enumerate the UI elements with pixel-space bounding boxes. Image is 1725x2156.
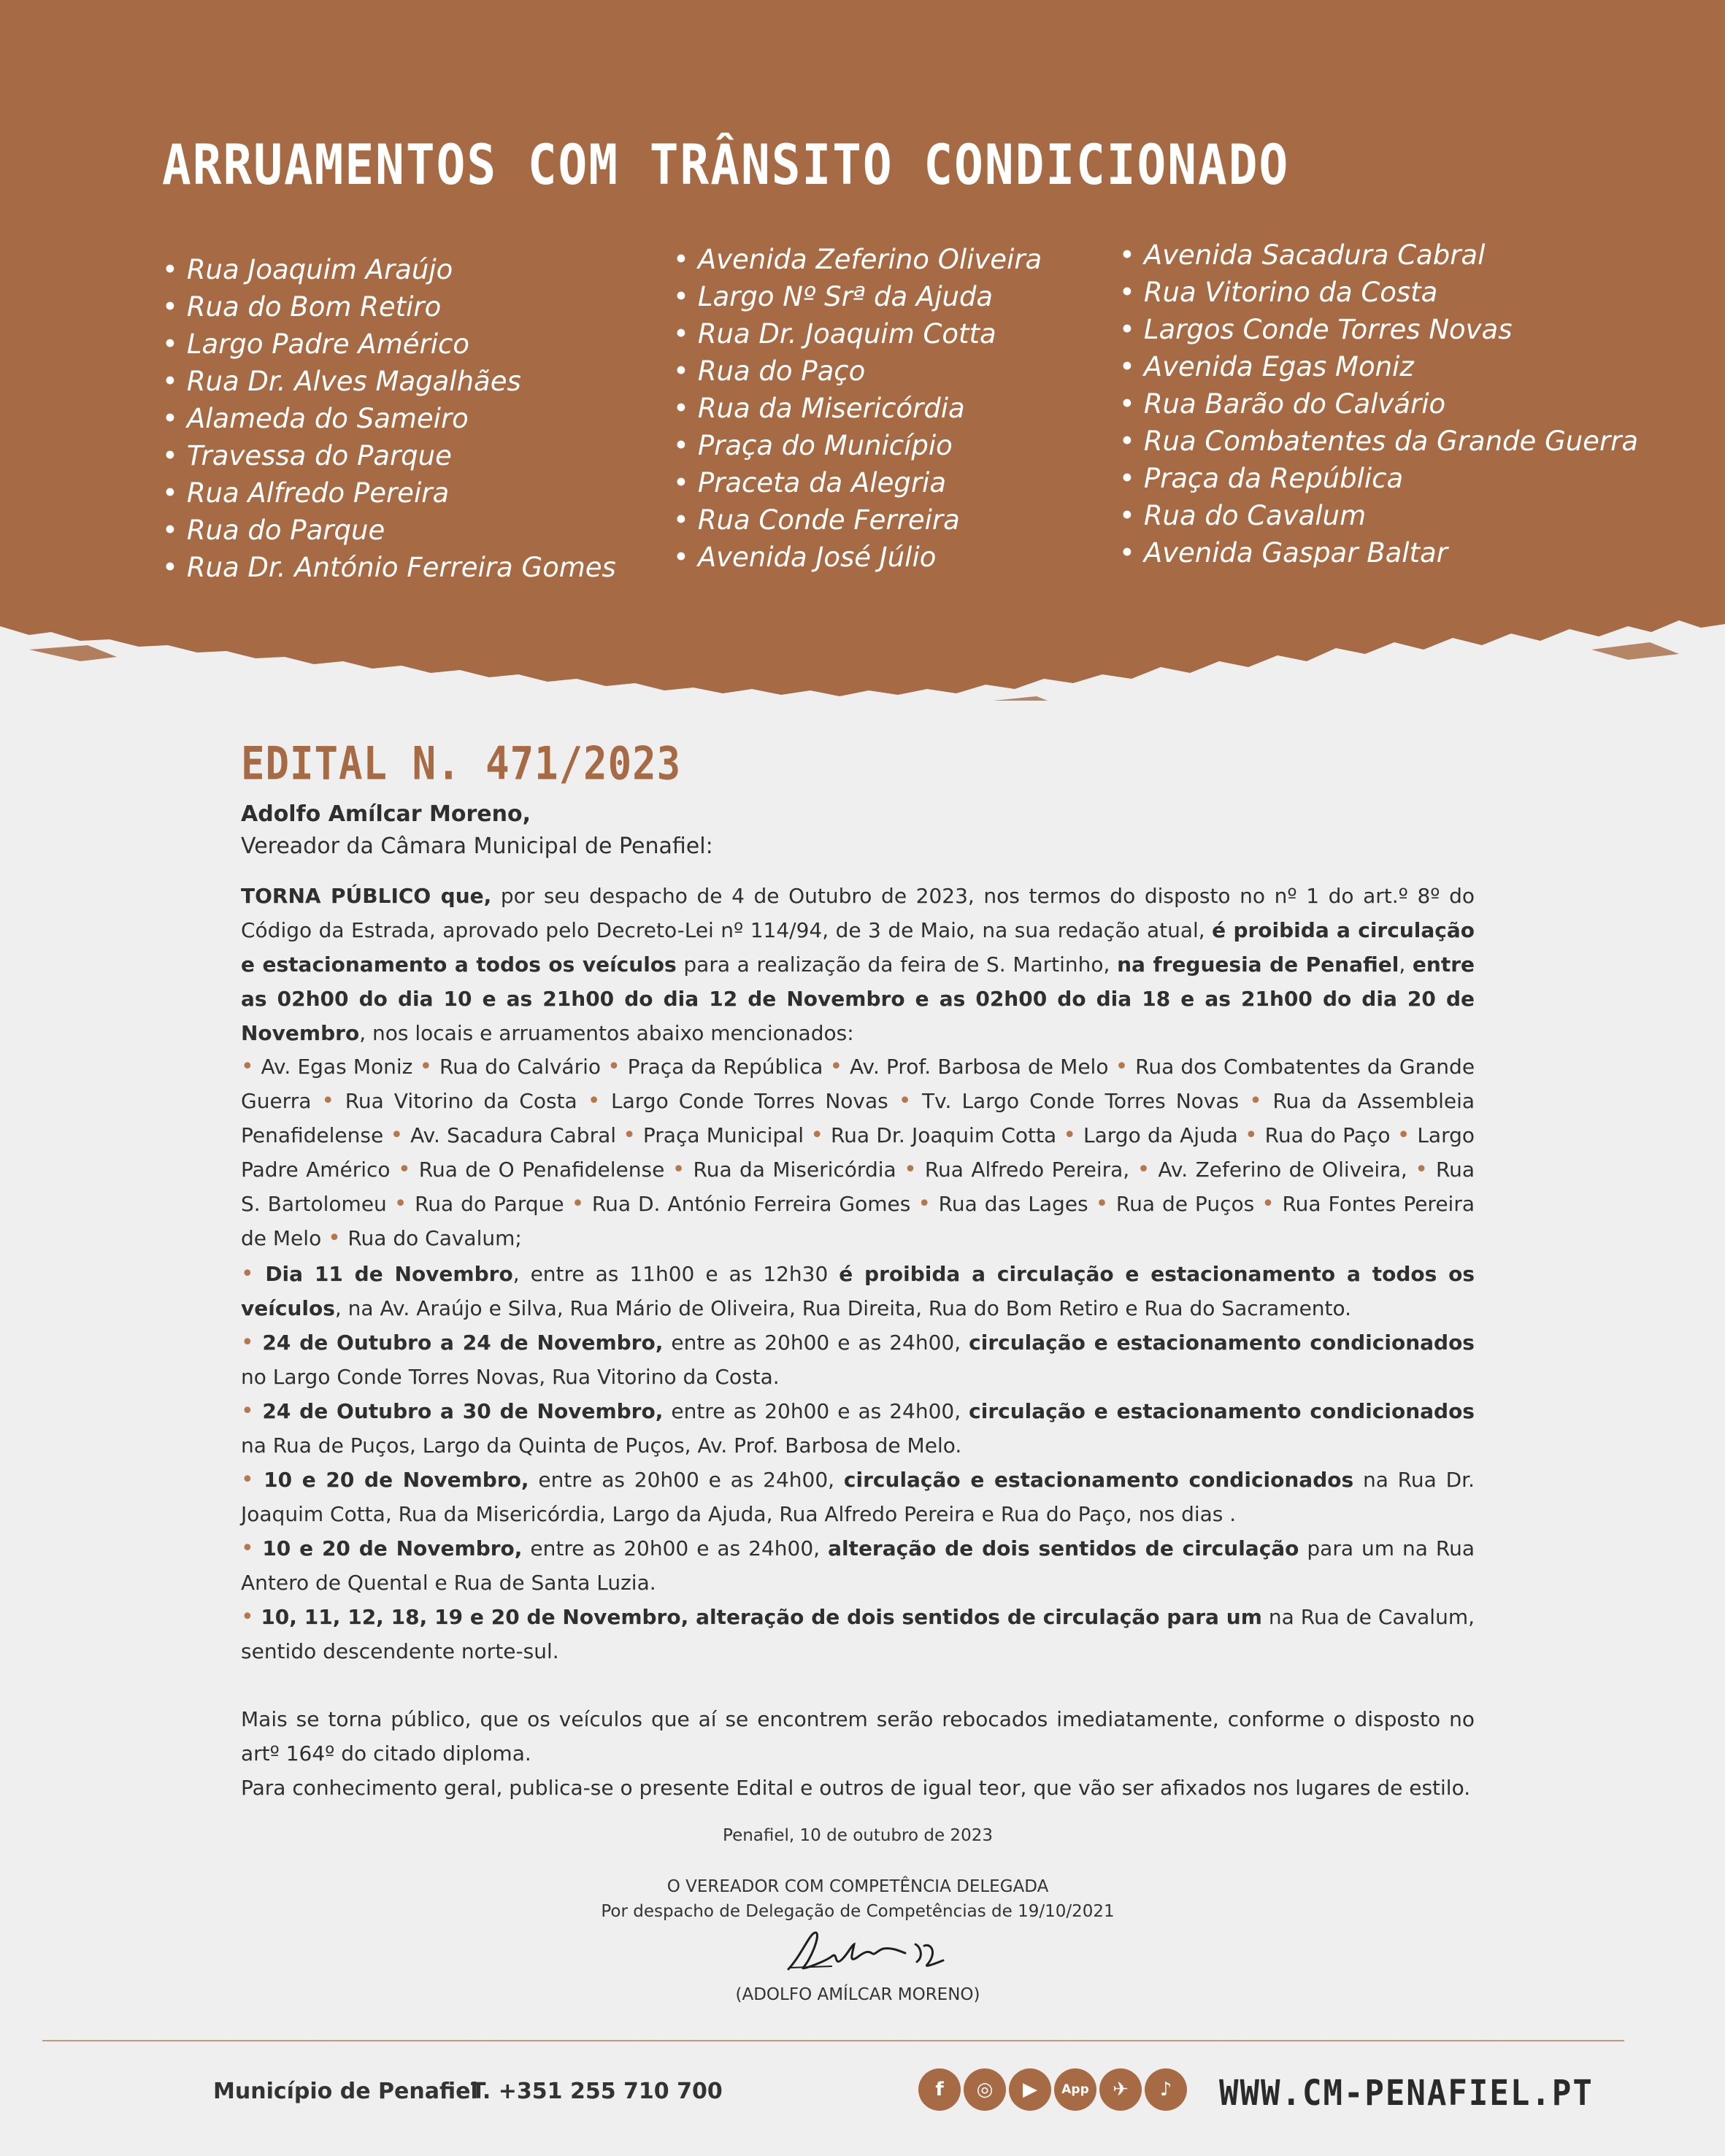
bullet-icon: • bbox=[607, 1054, 628, 1079]
bold-text: entre as 02h00 do dia 10 e as 21h00 do dia 12 de Novembro e as 02h00 do dia 18 e as 21h00 do dia 20 de Novembro bbox=[241, 952, 1475, 1045]
street-name: Rua Dr. Alves Magalhães bbox=[186, 366, 521, 397]
street-name: Avenida Zeferino Oliveira bbox=[697, 244, 1042, 275]
street-name: Rua do Cavalum bbox=[1143, 500, 1367, 531]
street-item bbox=[162, 549, 616, 586]
location-item: Av. Prof. Barbosa de Melo bbox=[850, 1055, 1109, 1079]
bullet-icon: • bbox=[390, 1123, 411, 1148]
bullet-icon: • bbox=[419, 1054, 440, 1079]
bullet-icon: • bbox=[1119, 314, 1135, 345]
location-list bbox=[241, 1050, 1475, 1255]
body-text: , entre as 11h00 e as 12h30 bbox=[512, 1262, 840, 1286]
bullet-icon: • bbox=[829, 1054, 850, 1079]
bullet-icon: • bbox=[398, 1157, 419, 1182]
location-item: Rua Fontes Pereira de Melo bbox=[241, 1192, 1475, 1250]
location-item: Rua do Parque bbox=[415, 1192, 564, 1216]
street-item bbox=[1119, 274, 1638, 311]
street-item bbox=[673, 427, 1042, 464]
street-name: Rua Joaquim Araújo bbox=[186, 254, 453, 285]
schedule-item bbox=[241, 1531, 1475, 1600]
street-item bbox=[162, 474, 616, 512]
bold-text: 10 e 20 de Novembro, bbox=[264, 1468, 529, 1492]
footer-divider bbox=[42, 2040, 1624, 2041]
header-title: ARRUAMENTOS COM TRÂNSITO CONDICIONADO bbox=[162, 133, 1290, 198]
bullet-icon: • bbox=[673, 244, 689, 275]
street-name: Rua Dr. António Ferreira Gomes bbox=[186, 552, 616, 583]
handwritten-signature bbox=[781, 1924, 956, 1982]
bullet-icon: • bbox=[162, 328, 178, 360]
bullet-icon: • bbox=[673, 281, 689, 312]
location-item: Rua do Calvário bbox=[439, 1055, 601, 1079]
closing-paragraph-2: Para conhecimento geral, publica-se o presente Edital e outros de igual teor, que vão ser afixados nos lugares de estilo. bbox=[241, 1776, 1471, 1800]
location-item: Rua D. António Ferreira Gomes bbox=[591, 1192, 911, 1216]
bullet-icon: • bbox=[1261, 1191, 1283, 1217]
bullet-icon: • bbox=[162, 254, 178, 285]
street-item bbox=[1119, 236, 1638, 274]
bullet-icon: • bbox=[1396, 1123, 1418, 1148]
street-item bbox=[673, 390, 1042, 427]
street-name: Rua Vitorino da Costa bbox=[1143, 277, 1438, 308]
bullet-icon: • bbox=[162, 291, 178, 323]
bullet-icon: • bbox=[241, 1261, 266, 1287]
schedule-item bbox=[241, 1600, 1475, 1668]
bullet-icon: • bbox=[321, 1088, 345, 1114]
bold-text: Dia 11 de Novembro bbox=[265, 1262, 513, 1286]
instagram-icon[interactable]: ◎ bbox=[964, 2068, 1006, 2111]
bold-text: 10, 11, 12, 18, 19 e 20 de Novembro, alteração de dois sentidos de circulação para um bbox=[261, 1605, 1262, 1629]
street-item bbox=[1119, 385, 1638, 423]
location-item: Av. Zeferino de Oliveira, bbox=[1158, 1158, 1407, 1182]
bold-text: alteração de dois sentidos de circulação bbox=[828, 1536, 1299, 1560]
bullet-icon: • bbox=[918, 1191, 939, 1217]
location-item: Av. Egas Moniz bbox=[261, 1055, 413, 1079]
signer-role: Vereador da Câmara Municipal de Penafiel: bbox=[241, 833, 713, 859]
delegation-note: Por despacho de Delegação de Competências de 19/10/2021 bbox=[601, 1902, 1115, 1921]
location-item: Largo Padre Américo bbox=[241, 1123, 1475, 1182]
edital-title: EDITAL N. 471/2023 bbox=[241, 737, 682, 790]
street-item bbox=[162, 437, 616, 474]
bullet-icon: • bbox=[241, 1398, 263, 1424]
street-name: Rua da Misericórdia bbox=[697, 393, 965, 424]
youtube-icon[interactable]: ▶ bbox=[1009, 2068, 1051, 2111]
body-text: para um na Rua Antero de Quental e Rua de Santa Luzia. bbox=[241, 1536, 1475, 1595]
street-name: Rua do Bom Retiro bbox=[186, 291, 442, 323]
bullet-icon: • bbox=[328, 1225, 348, 1251]
body-text: , bbox=[1399, 952, 1413, 977]
location-item: Rua Alfredo Pereira, bbox=[924, 1158, 1130, 1182]
body-text: na Rua de Puços, Largo da Quinta de Puços, Av. Prof. Barbosa de Melo. bbox=[241, 1433, 962, 1458]
schedule-item bbox=[241, 1394, 1475, 1463]
street-name: Rua Barão do Calvário bbox=[1143, 388, 1446, 420]
street-list-col3 bbox=[1119, 236, 1638, 571]
vereador-title: O VEREADOR COM COMPETÊNCIA DELEGADA bbox=[666, 1877, 1049, 1896]
street-name: Avenida Sacadura Cabral bbox=[1143, 239, 1486, 271]
location-item: Largo da Ajuda bbox=[1083, 1123, 1238, 1147]
schedule-item bbox=[241, 1463, 1475, 1531]
footer-phone: T. +351 255 710 700 bbox=[471, 2079, 723, 2104]
app-icon[interactable]: App bbox=[1054, 2068, 1096, 2111]
street-item bbox=[162, 288, 616, 326]
footer-municipality: Município de Penafiel bbox=[213, 2079, 478, 2104]
bullet-icon: • bbox=[162, 515, 178, 546]
bullet-icon: • bbox=[241, 1330, 263, 1355]
street-item bbox=[1119, 423, 1638, 460]
bullet-icon: • bbox=[162, 403, 178, 434]
body-text: na Rua Dr. Joaquim Cotta, Rua da Misericórdia, Largo da Ajuda, Rua Alfredo Pereira e Rua do Paço, nos dias . bbox=[241, 1468, 1475, 1526]
bold-text: 10 e 20 de Novembro, bbox=[262, 1536, 523, 1560]
schedule-item bbox=[241, 1325, 1475, 1394]
street-item bbox=[1119, 348, 1638, 385]
location-item: Tv. Largo Conde Torres Novas bbox=[922, 1089, 1240, 1113]
location-item: Praça da República bbox=[627, 1055, 823, 1079]
website-link[interactable]: WWW.CM-PENAFIEL.PT bbox=[1219, 2073, 1594, 2114]
bold-text: circulação e estacionamento condicionados bbox=[969, 1399, 1475, 1423]
bold-text: circulação e estacionamento condicionados bbox=[843, 1468, 1354, 1492]
location-item: Av. Sacadura Cabral bbox=[410, 1123, 617, 1147]
street-item bbox=[162, 251, 616, 288]
street-name: Largo Padre Américo bbox=[186, 328, 470, 360]
bullet-icon: • bbox=[673, 504, 689, 536]
social-icons bbox=[918, 2068, 1187, 2111]
facebook-icon[interactable]: f bbox=[918, 2068, 961, 2111]
location-item: Rua dos Combatentes da Grande Guerra bbox=[241, 1055, 1475, 1113]
bold-text: na freguesia de Penafiel bbox=[1117, 952, 1399, 977]
body-text: por seu despacho de 4 de Outubro de 2023, nos termos do disposto no nº 1 do art.º 8º do Código da Estrada, aprovado pelo Decreto-Lei nº 114/94, de 3 de Maio, na sua redação atual, bbox=[241, 884, 1475, 942]
location-item: Praça Municipal bbox=[642, 1123, 804, 1147]
bullet-icon: • bbox=[1119, 500, 1135, 531]
street-name: Praça da República bbox=[1143, 463, 1404, 494]
bullet-icon: • bbox=[1095, 1191, 1116, 1217]
closing-paragraph-1: Mais se torna público, que os veículos que aí se encontrem serão rebocados imediatamente, conforme o disposto no artº 164º do citado diploma. bbox=[241, 1707, 1475, 1766]
bullet-icon: • bbox=[1119, 277, 1135, 308]
street-name: Travessa do Parque bbox=[186, 440, 452, 471]
location-item: Rua S. Bartolomeu bbox=[241, 1158, 1475, 1216]
street-name: Avenida Egas Moniz bbox=[1143, 351, 1414, 382]
street-name: Rua Conde Ferreira bbox=[697, 504, 960, 536]
bold-text: 24 de Outubro a 30 de Novembro, bbox=[262, 1399, 664, 1423]
location-item: Largo Conde Torres Novas bbox=[611, 1089, 888, 1113]
location-item: Rua do Paço bbox=[1264, 1123, 1391, 1147]
place-date: Penafiel, 10 de outubro de 2023 bbox=[723, 1826, 993, 1845]
bullet-icon: • bbox=[1249, 1088, 1273, 1114]
bullet-icon: • bbox=[673, 430, 689, 461]
street-item bbox=[1119, 311, 1638, 348]
street-item bbox=[673, 241, 1042, 278]
street-name: Praceta da Alegria bbox=[697, 467, 947, 498]
location-item: Rua das Lages bbox=[938, 1192, 1088, 1216]
street-item bbox=[162, 326, 616, 363]
bullet-icon: • bbox=[673, 393, 689, 424]
street-name: Largo Nº Srª da Ajuda bbox=[697, 281, 994, 312]
bullet-icon: • bbox=[673, 355, 689, 387]
closing-text bbox=[241, 1702, 1475, 1805]
location-item: Rua do Cavalum; bbox=[347, 1226, 522, 1250]
bullet-icon: • bbox=[587, 1088, 612, 1114]
street-item bbox=[1119, 460, 1638, 497]
bullet-icon: • bbox=[1137, 1157, 1159, 1182]
bullet-icon: • bbox=[898, 1088, 923, 1114]
street-item bbox=[673, 278, 1042, 315]
street-item bbox=[673, 353, 1042, 390]
bold-text: TORNA PÚBLICO que, bbox=[241, 884, 492, 908]
street-item bbox=[673, 539, 1042, 576]
bullet-icon: • bbox=[673, 467, 689, 498]
street-item bbox=[673, 315, 1042, 353]
bullet-icon: • bbox=[673, 542, 689, 573]
location-item: Rua da Assembleia Penafidelense bbox=[241, 1089, 1475, 1147]
street-item bbox=[1119, 534, 1638, 571]
bullet-icon: • bbox=[1063, 1123, 1084, 1148]
body-text: entre as 20h00 e as 24h00, bbox=[663, 1331, 969, 1355]
street-name: Largos Conde Torres Novas bbox=[1143, 314, 1513, 345]
bullet-icon: • bbox=[241, 1467, 264, 1493]
bullet-icon: • bbox=[810, 1123, 831, 1148]
bullet-icon: • bbox=[241, 1536, 263, 1561]
bullet-icon: • bbox=[162, 552, 178, 583]
bullet-icon: • bbox=[1115, 1054, 1136, 1079]
body-text: , nos locais e arruamentos abaixo mencionados: bbox=[359, 1021, 854, 1045]
bold-text: 24 de Outubro a 24 de Novembro, bbox=[262, 1331, 664, 1355]
location-item: Rua de Puços bbox=[1115, 1192, 1255, 1216]
bullet-icon: • bbox=[672, 1157, 694, 1182]
bullet-icon: • bbox=[241, 1054, 261, 1079]
street-name: Alameda do Sameiro bbox=[186, 403, 469, 434]
schedule-list bbox=[241, 1257, 1475, 1668]
signature-name: (ADOLFO AMÍLCAR MORENO) bbox=[735, 1985, 980, 2004]
bullet-icon: • bbox=[241, 1604, 261, 1630]
bullet-icon: • bbox=[162, 477, 178, 509]
bullet-icon: • bbox=[1119, 351, 1135, 382]
street-name: Rua Alfredo Pereira bbox=[186, 477, 450, 509]
schedule-item bbox=[241, 1257, 1475, 1325]
bullet-icon: • bbox=[673, 318, 689, 350]
bullet-icon: • bbox=[1119, 537, 1135, 569]
body-text: na Rua de Cavalum, sentido descendente norte-sul. bbox=[241, 1605, 1475, 1663]
street-item bbox=[1119, 497, 1638, 534]
street-name: Rua Dr. Joaquim Cotta bbox=[697, 318, 996, 350]
street-name: Rua do Parque bbox=[186, 515, 385, 546]
street-name: Rua do Paço bbox=[697, 355, 866, 387]
twitter-icon[interactable]: ✈ bbox=[1099, 2068, 1142, 2111]
bullet-icon: • bbox=[623, 1123, 643, 1148]
street-name: Avenida José Júlio bbox=[697, 542, 937, 573]
bullet-icon: • bbox=[1119, 463, 1135, 494]
location-item: Rua Vitorino da Costa bbox=[345, 1089, 577, 1113]
bullet-icon: • bbox=[1415, 1157, 1436, 1182]
announcement-paragraph bbox=[241, 879, 1475, 1050]
bullet-icon: • bbox=[1119, 239, 1135, 271]
location-item: Rua da Misericórdia bbox=[693, 1158, 896, 1182]
bullet-icon: • bbox=[162, 366, 178, 397]
location-item: Rua Dr. Joaquim Cotta bbox=[830, 1123, 1057, 1147]
bold-text: é proibida a circulação e estacionamento a todos os veículos bbox=[241, 1262, 1475, 1320]
body-text: entre as 20h00 e as 24h00, bbox=[522, 1536, 829, 1560]
street-item bbox=[162, 363, 616, 400]
bullet-icon: • bbox=[904, 1157, 925, 1182]
street-list-col1 bbox=[162, 251, 616, 586]
bullet-icon: • bbox=[571, 1191, 592, 1217]
signer-name: Adolfo Amílcar Moreno, bbox=[241, 801, 531, 827]
bold-text: circulação e estacionamento condicionados bbox=[969, 1331, 1475, 1355]
street-item bbox=[162, 512, 616, 549]
street-name: Praça do Município bbox=[697, 430, 953, 461]
bullet-icon: • bbox=[1119, 426, 1135, 457]
street-item bbox=[162, 400, 616, 437]
bullet-icon: • bbox=[1119, 388, 1135, 420]
street-item bbox=[673, 501, 1042, 539]
body-text: para a realização da feira de S. Martinho, bbox=[676, 952, 1118, 977]
street-name: Avenida Gaspar Baltar bbox=[1143, 537, 1448, 569]
bold-text: é proibida a circulação e estacionamento a todos os veículos bbox=[241, 918, 1475, 977]
bullet-icon: • bbox=[162, 440, 178, 471]
bullet-icon: • bbox=[1245, 1123, 1265, 1148]
tiktok-icon[interactable]: ♪ bbox=[1145, 2068, 1187, 2111]
body-text: entre as 20h00 e as 24h00, bbox=[663, 1399, 969, 1423]
location-item: Rua de O Penafidelense bbox=[418, 1158, 665, 1182]
street-list-col2 bbox=[673, 241, 1042, 576]
body-text: entre as 20h00 e as 24h00, bbox=[529, 1468, 844, 1492]
street-item bbox=[673, 464, 1042, 501]
body-text: , na Av. Araújo e Silva, Rua Mário de Oliveira, Rua Direita, Rua do Bom Retiro e Rua do Sacramento. bbox=[334, 1296, 1352, 1320]
street-name: Rua Combatentes da Grande Guerra bbox=[1143, 426, 1639, 457]
body-text: no Largo Conde Torres Novas, Rua Vitorino da Costa. bbox=[241, 1365, 780, 1389]
bullet-icon: • bbox=[393, 1191, 415, 1217]
